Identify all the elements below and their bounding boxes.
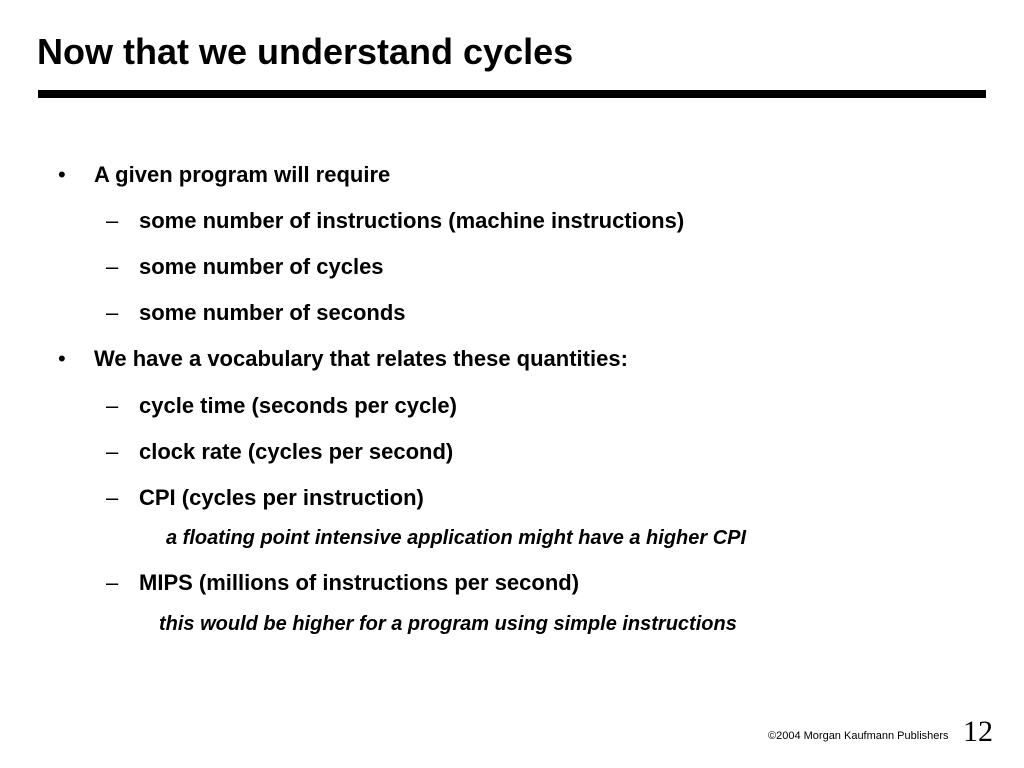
subbullet-note: this would be higher for a program using simple instructions bbox=[159, 613, 737, 635]
subbullet-marker: – bbox=[106, 208, 119, 233]
subbullet-marker: – bbox=[106, 439, 119, 464]
bullet-marker: • bbox=[58, 162, 66, 187]
subbullet-marker: – bbox=[106, 254, 119, 279]
title-underline bbox=[38, 90, 986, 98]
page-number: 12 bbox=[963, 715, 993, 748]
subbullet-text: cycle time (seconds per cycle) bbox=[139, 393, 457, 418]
copyright-footer: ©2004 Morgan Kaufmann Publishers bbox=[768, 730, 949, 742]
bullet-marker: • bbox=[58, 346, 66, 371]
subbullet-marker: – bbox=[106, 485, 119, 510]
subbullet-marker: – bbox=[106, 570, 119, 595]
subbullet-text: some number of cycles bbox=[139, 254, 384, 279]
subbullet-text: some number of seconds bbox=[139, 300, 406, 325]
subbullet-text: some number of instructions (machine instructions) bbox=[139, 208, 685, 233]
bullet-text: A given program will require bbox=[94, 162, 391, 187]
subbullet-marker: – bbox=[106, 300, 119, 325]
subbullet-marker: – bbox=[106, 393, 119, 418]
subbullet-note: a floating point intensive application might have a higher CPI bbox=[166, 527, 747, 549]
subbullet-text: CPI (cycles per instruction) bbox=[139, 485, 424, 510]
slide-title: Now that we understand cycles bbox=[37, 31, 574, 72]
subbullet-text: MIPS (millions of instructions per second) bbox=[139, 570, 580, 595]
bullet-text: We have a vocabulary that relates these quantities: bbox=[94, 346, 628, 371]
subbullet-text: clock rate (cycles per second) bbox=[139, 439, 454, 464]
